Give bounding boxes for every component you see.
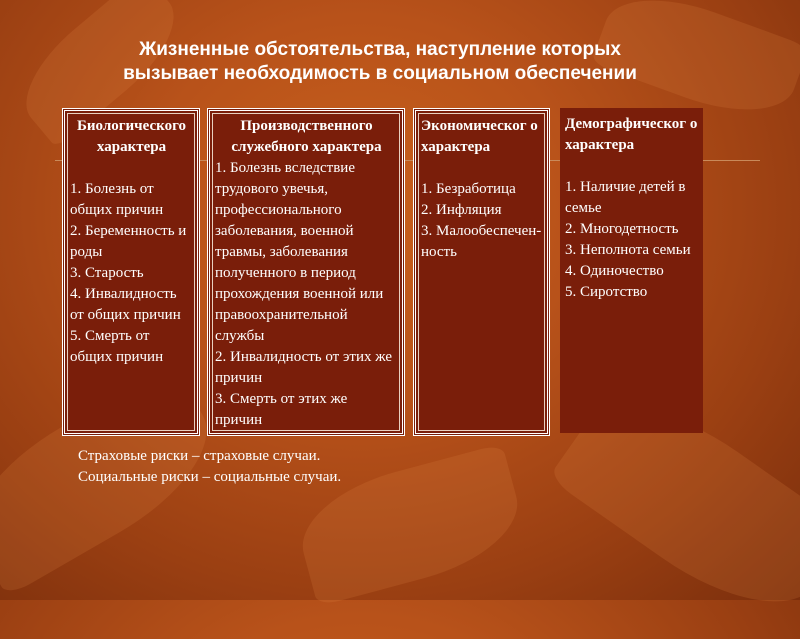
list-item: 5. Сиротство [565,284,648,300]
list-item: 1. Наличие детей в семье [565,179,686,216]
list-item: 2. Беременность и роды [70,223,187,260]
column-header: Производственного служебного характера [231,118,382,155]
footer-line: Страховые риски – страховые случаи. [78,448,321,464]
column-header: Биологического характера [76,118,187,155]
column-items [421,179,543,263]
column-header: Демографическог о характера [565,116,698,153]
column-items [565,177,699,303]
list-item: 3. Старость [70,265,144,281]
column-demographic [560,108,703,433]
slide-title-line: вызывает необходимость в социальном обеспечении [123,63,637,84]
column-biological [62,108,200,436]
list-item: 4. Одиночество [565,263,664,279]
column-items [215,158,398,431]
list-item: 1. Болезнь вследствие трудового увечья, профессионального заболевания, военной травмы, заболевания полученного в период прохождения военной или правоохранительной службы [215,160,384,344]
list-item: 5. Смерть от общих причин [70,328,164,365]
list-item: 3. Неполнота семьи [565,242,691,258]
slide-title [0,38,750,86]
list-item: 3. Смерть от этих же причин [215,391,348,428]
footer-line: Социальные риски – социальные случаи. [78,469,342,485]
slide-title-line: Жизненные обстоятельства, наступление которых [139,39,621,60]
column-occupational [207,108,405,436]
list-item: 1. Болезнь от общих причин [70,181,164,218]
column-header: Экономическог о характера [421,118,538,155]
footer-note [78,446,341,488]
column-economic [413,108,550,436]
list-item: 1. Безработица [421,181,516,197]
list-item: 2. Инвалидность от этих же причин [215,349,393,386]
list-item: 4. Инвалидность от общих причин [70,286,181,323]
column-items [70,179,193,368]
list-item: 3. Малообеспечен-ность [421,223,542,260]
list-item: 2. Инфляция [421,202,502,218]
list-item: 2. Многодетность [565,221,679,237]
